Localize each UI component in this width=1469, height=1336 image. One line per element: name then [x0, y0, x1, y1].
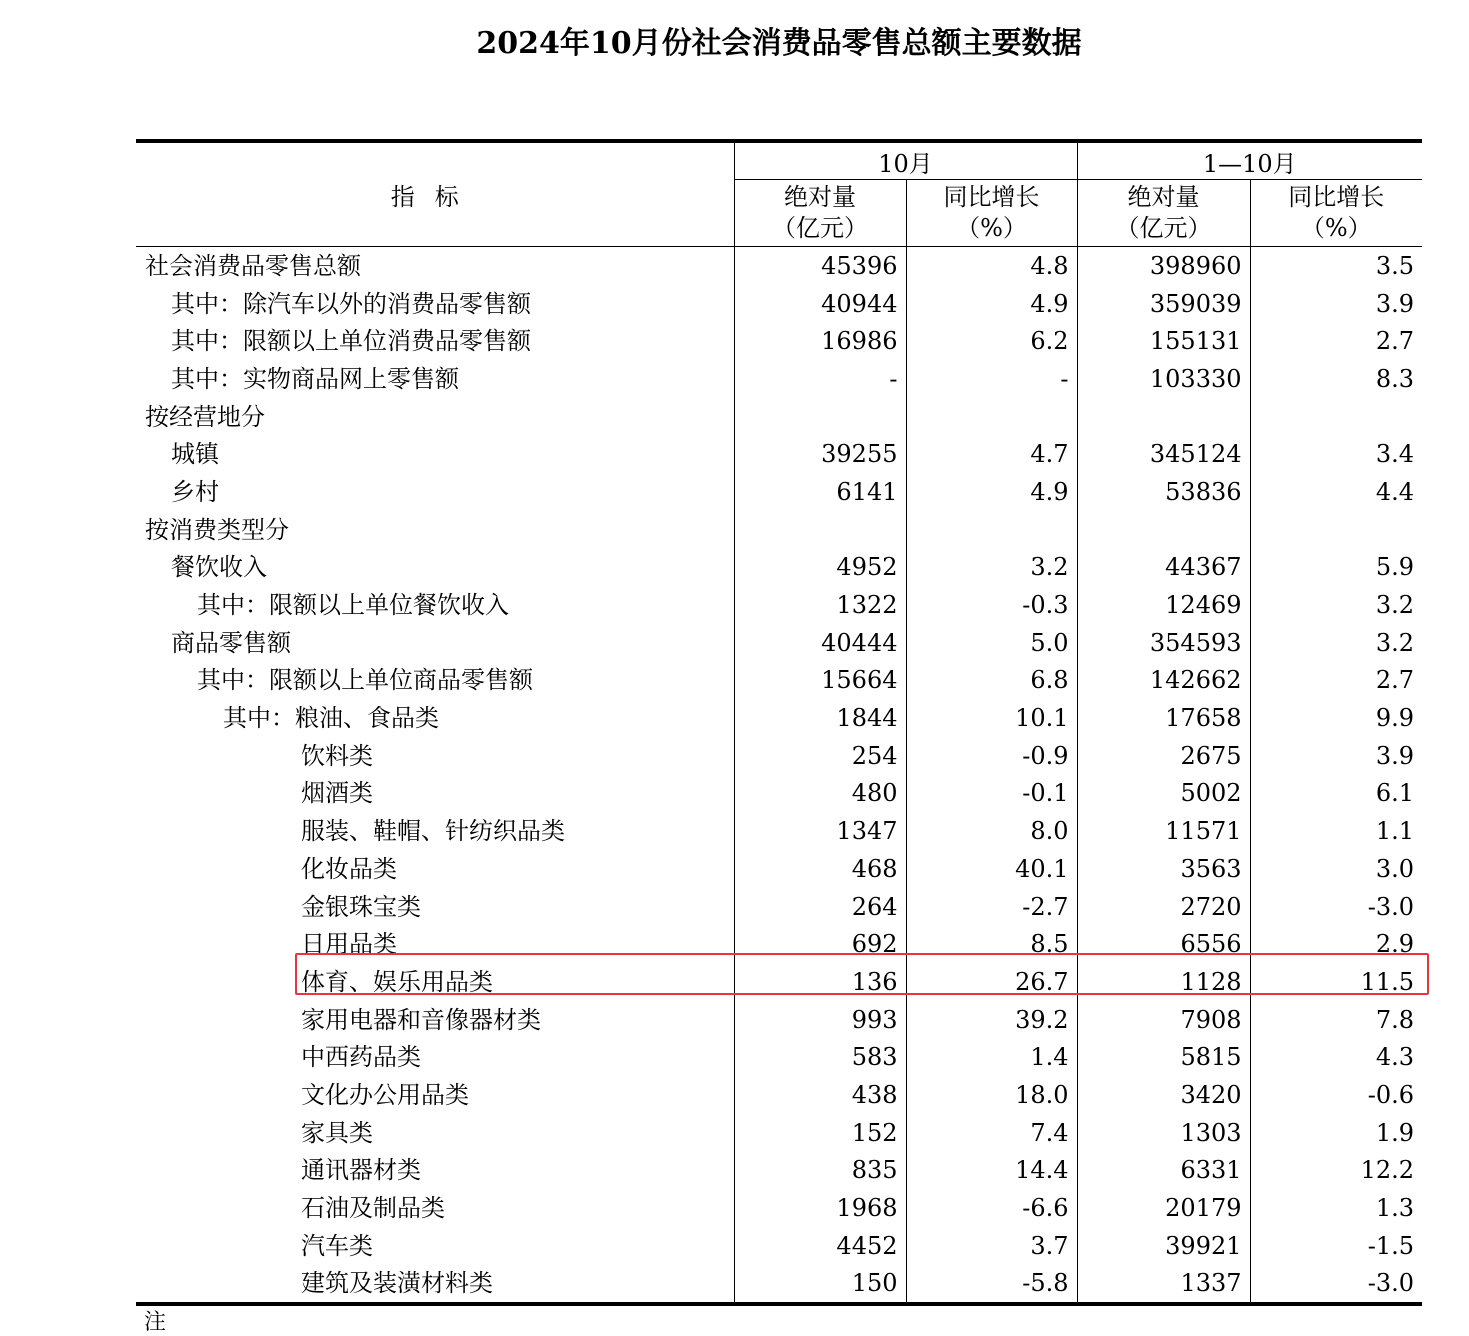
- row-label: 通讯器材类: [136, 1152, 734, 1190]
- table-row: [136, 247, 1422, 285]
- ytd-absolute-value: 7908: [1077, 1001, 1250, 1039]
- ytd-absolute-value: 155131: [1077, 322, 1250, 360]
- ytd-yoy-value: -3.0: [1250, 1265, 1422, 1305]
- absolute-label: 绝对量: [784, 183, 856, 211]
- group-header-october: 10月: [734, 141, 1077, 180]
- row-label: 家具类: [136, 1114, 734, 1152]
- group-header-jan-oct: 1—10月: [1077, 141, 1422, 180]
- oct-absolute-value: 583: [734, 1038, 906, 1076]
- row-label: 建筑及装潢材料类: [136, 1265, 734, 1305]
- table-row: [136, 1189, 1422, 1227]
- row-label: 其中：粮油、食品类: [136, 699, 734, 737]
- ytd-yoy-value: 5.9: [1375, 553, 1415, 582]
- yoy-unit: （%）: [956, 214, 1027, 242]
- table-row: [136, 624, 1422, 662]
- row-label: 商品零售额: [136, 624, 734, 662]
- oct-absolute-value: 1844: [734, 699, 906, 737]
- oct-yoy-value: 1.4: [906, 1038, 1077, 1076]
- oct-yoy-value: 4.8: [906, 247, 1077, 285]
- table-row: [136, 549, 1422, 587]
- oct-absolute-value: 468: [734, 850, 906, 888]
- table-row: [136, 963, 1422, 1001]
- oct-yoy-value: 4.7: [906, 435, 1077, 473]
- oct-absolute-value: [734, 398, 906, 436]
- oct-yoy-value: 4.9: [906, 285, 1077, 323]
- oct-absolute-value: 1322: [734, 586, 906, 624]
- table-row: [136, 662, 1422, 700]
- ytd-yoy-value: 2.7: [1375, 666, 1415, 695]
- oct-yoy-value: 26.7: [906, 963, 1077, 1001]
- oct-yoy-value: 6.2: [906, 322, 1077, 360]
- ytd-absolute-value: 354593: [1077, 624, 1250, 662]
- ytd-yoy-value: 3.0: [1375, 854, 1415, 883]
- header-ytd-absolute: [1077, 180, 1250, 247]
- table-row: [136, 850, 1422, 888]
- yoy-label: 同比增长: [943, 183, 1040, 211]
- row-label: 餐饮收入: [136, 549, 734, 587]
- oct-absolute-value: 480: [734, 775, 906, 813]
- header-oct-absolute: [734, 180, 906, 247]
- row-label: 社会消费品零售总额: [136, 247, 734, 285]
- oct-absolute-value: 254: [734, 737, 906, 775]
- oct-yoy-value: 6.8: [906, 662, 1077, 700]
- ytd-absolute-value: 17658: [1077, 699, 1250, 737]
- table-row: [136, 398, 1422, 436]
- table-row: [136, 435, 1422, 473]
- oct-yoy-value: [906, 511, 1077, 549]
- ytd-absolute-value: 1303: [1077, 1114, 1250, 1152]
- ytd-absolute-value: 398960: [1077, 247, 1250, 285]
- ytd-yoy-value: 2.7: [1375, 327, 1415, 356]
- row-label: 文化办公用品类: [136, 1076, 734, 1114]
- oct-yoy-value: 7.4: [906, 1114, 1077, 1152]
- oct-absolute-value: 39255: [734, 435, 906, 473]
- oct-absolute-value: 1968: [734, 1189, 906, 1227]
- oct-absolute-value: 45396: [734, 247, 906, 285]
- oct-absolute-value: [734, 511, 906, 549]
- ytd-yoy-value: 3.2: [1375, 591, 1415, 620]
- oct-absolute-value: 16986: [734, 322, 906, 360]
- ytd-absolute-value: 103330: [1077, 360, 1250, 398]
- ytd-absolute-value: 20179: [1077, 1189, 1250, 1227]
- table-row: [136, 1001, 1422, 1039]
- table-row: [136, 360, 1422, 398]
- ytd-absolute-value: 44367: [1077, 549, 1250, 587]
- oct-absolute-value: 15664: [734, 662, 906, 700]
- oct-yoy-value: 8.0: [906, 812, 1077, 850]
- ytd-absolute-value: 53836: [1077, 473, 1250, 511]
- table-row: [136, 1114, 1422, 1152]
- table-row: [136, 1076, 1422, 1114]
- ytd-absolute-value: 3420: [1077, 1076, 1250, 1114]
- oct-absolute-value: 438: [734, 1076, 906, 1114]
- oct-absolute-value: 264: [734, 888, 906, 926]
- oct-absolute-value: 40944: [734, 285, 906, 323]
- oct-absolute-value: 692: [734, 925, 906, 963]
- ytd-absolute-value: 12469: [1077, 586, 1250, 624]
- oct-yoy-value: -6.6: [906, 1189, 1077, 1227]
- oct-yoy-value: -5.8: [906, 1265, 1077, 1305]
- ytd-yoy-value: 4.4: [1375, 477, 1415, 506]
- ytd-absolute-value: 5002: [1077, 775, 1250, 813]
- oct-absolute-value: 835: [734, 1152, 906, 1190]
- table-row: [136, 925, 1422, 963]
- row-label: 化妆品类: [136, 850, 734, 888]
- table-row: [136, 1227, 1422, 1265]
- ytd-yoy-value: [1250, 398, 1422, 436]
- row-label: 体育、娱乐用品类: [136, 963, 734, 1001]
- absolute-unit: （亿元）: [772, 214, 868, 242]
- ytd-yoy-value: 3.5: [1375, 251, 1415, 280]
- oct-absolute-value: 150: [734, 1265, 906, 1305]
- absolute-unit: （亿元）: [1115, 214, 1212, 242]
- oct-yoy-value: 10.1: [906, 699, 1077, 737]
- ytd-yoy-value: 8.3: [1375, 364, 1415, 393]
- oct-absolute-value: 4452: [734, 1227, 906, 1265]
- ytd-absolute-value: 2675: [1077, 737, 1250, 775]
- oct-absolute-value: 993: [734, 1001, 906, 1039]
- table-row: [136, 1152, 1422, 1190]
- row-label: 其中：限额以上单位餐饮收入: [136, 586, 734, 624]
- oct-yoy-value: 3.2: [906, 549, 1077, 587]
- row-label: 金银珠宝类: [136, 888, 734, 926]
- ytd-absolute-value: 6556: [1077, 925, 1250, 963]
- row-label: 按经营地分: [136, 398, 734, 436]
- row-label: 乡村: [136, 473, 734, 511]
- ytd-absolute-value: 1337: [1077, 1265, 1250, 1305]
- ytd-yoy-value: 1.1: [1375, 817, 1415, 846]
- ytd-yoy-value: -1.5: [1367, 1231, 1415, 1260]
- oct-yoy-value: 3.7: [906, 1227, 1077, 1265]
- table-row: [136, 322, 1422, 360]
- oct-absolute-value: -: [734, 360, 906, 398]
- oct-absolute-value: 6141: [734, 473, 906, 511]
- table-row: [136, 812, 1422, 850]
- table-row: [136, 1038, 1422, 1076]
- ytd-yoy-value: 1.3: [1375, 1194, 1415, 1223]
- ytd-yoy-value: 3.2: [1375, 628, 1415, 657]
- oct-yoy-value: 5.0: [906, 624, 1077, 662]
- footnote: 注: [144, 1310, 167, 1335]
- ytd-absolute-value: 345124: [1077, 435, 1250, 473]
- ytd-yoy-value: -0.6: [1367, 1080, 1415, 1109]
- ytd-yoy-value: 1.9: [1375, 1118, 1415, 1147]
- oct-yoy-value: -0.1: [906, 775, 1077, 813]
- header-oct-yoy: [906, 180, 1077, 247]
- oct-absolute-value: 4952: [734, 549, 906, 587]
- row-label: 家用电器和音像器材类: [136, 1001, 734, 1039]
- ytd-absolute-value: 5815: [1077, 1038, 1250, 1076]
- ytd-absolute-value: [1077, 511, 1250, 549]
- ytd-yoy-value: 11.5: [1360, 967, 1415, 996]
- oct-yoy-value: -0.3: [906, 586, 1077, 624]
- row-label: 其中：除汽车以外的消费品零售额: [136, 285, 734, 323]
- table-row: [136, 1265, 1422, 1305]
- oct-yoy-value: 8.5: [906, 925, 1077, 963]
- ytd-absolute-value: 3563: [1077, 850, 1250, 888]
- row-label: 石油及制品类: [136, 1189, 734, 1227]
- oct-absolute-value: 1347: [734, 812, 906, 850]
- oct-yoy-value: [906, 398, 1077, 436]
- table-row: [136, 511, 1422, 549]
- table-row: [136, 888, 1422, 926]
- ytd-yoy-value: 9.9: [1375, 704, 1415, 733]
- table-row: [136, 699, 1422, 737]
- row-label: 汽车类: [136, 1227, 734, 1265]
- oct-yoy-value: 14.4: [906, 1152, 1077, 1190]
- oct-yoy-value: -: [906, 360, 1077, 398]
- absolute-label: 绝对量: [1127, 183, 1200, 211]
- row-label: 按消费类型分: [136, 511, 734, 549]
- row-label: 其中：限额以上单位消费品零售额: [136, 322, 734, 360]
- row-label: 烟酒类: [136, 775, 734, 813]
- ytd-yoy-value: 4.3: [1375, 1043, 1415, 1072]
- ytd-yoy-value: 3.9: [1375, 289, 1415, 318]
- ytd-yoy-value: 3.4: [1375, 440, 1415, 469]
- oct-yoy-value: 39.2: [906, 1001, 1077, 1039]
- table-row: [136, 775, 1422, 813]
- row-label: 饮料类: [136, 737, 734, 775]
- ytd-absolute-value: 2720: [1077, 888, 1250, 926]
- ytd-yoy-value: [1250, 511, 1422, 549]
- oct-yoy-value: 18.0: [906, 1076, 1077, 1114]
- oct-yoy-value: -2.7: [906, 888, 1077, 926]
- ytd-absolute-value: 11571: [1077, 812, 1250, 850]
- oct-yoy-value: 4.9: [906, 473, 1077, 511]
- oct-absolute-value: 152: [734, 1114, 906, 1152]
- ytd-yoy-value: 7.8: [1375, 1005, 1415, 1034]
- table-row: [136, 473, 1422, 511]
- row-label: 其中：实物商品网上零售额: [136, 360, 734, 398]
- ytd-yoy-value: -3.0: [1367, 892, 1415, 921]
- oct-absolute-value: 40444: [734, 624, 906, 662]
- table-row: [136, 586, 1422, 624]
- ytd-yoy-value: 2.9: [1375, 930, 1415, 959]
- yoy-label: 同比增长: [1288, 183, 1385, 211]
- yoy-unit: （%）: [1300, 214, 1372, 242]
- ytd-absolute-value: 142662: [1077, 662, 1250, 700]
- ytd-yoy-value: 6.1: [1375, 779, 1415, 808]
- table-body: [136, 247, 1422, 1305]
- ytd-yoy-value: 12.2: [1360, 1156, 1415, 1185]
- retail-sales-table: [136, 139, 1422, 1306]
- oct-yoy-value: 40.1: [906, 850, 1077, 888]
- header-ytd-yoy: [1250, 180, 1422, 247]
- row-label: 中西药品类: [136, 1038, 734, 1076]
- row-label: 日用品类: [136, 925, 734, 963]
- ytd-absolute-value: 1128: [1077, 963, 1250, 1001]
- table-row: [136, 285, 1422, 323]
- oct-absolute-value: 136: [734, 963, 906, 1001]
- oct-yoy-value: -0.9: [906, 737, 1077, 775]
- ytd-yoy-value: 3.9: [1375, 741, 1415, 770]
- row-label: 城镇: [136, 435, 734, 473]
- ytd-absolute-value: 39921: [1077, 1227, 1250, 1265]
- ytd-absolute-value: 6331: [1077, 1152, 1250, 1190]
- row-label: 服装、鞋帽、针纺织品类: [136, 812, 734, 850]
- ytd-absolute-value: 359039: [1077, 285, 1250, 323]
- indicator-header: 指标: [136, 141, 734, 247]
- row-label: 其中：限额以上单位商品零售额: [136, 662, 734, 700]
- ytd-absolute-value: [1077, 398, 1250, 436]
- page-title: 2024年10月份社会消费品零售总额主要数据: [476, 26, 1082, 61]
- table-row: [136, 737, 1422, 775]
